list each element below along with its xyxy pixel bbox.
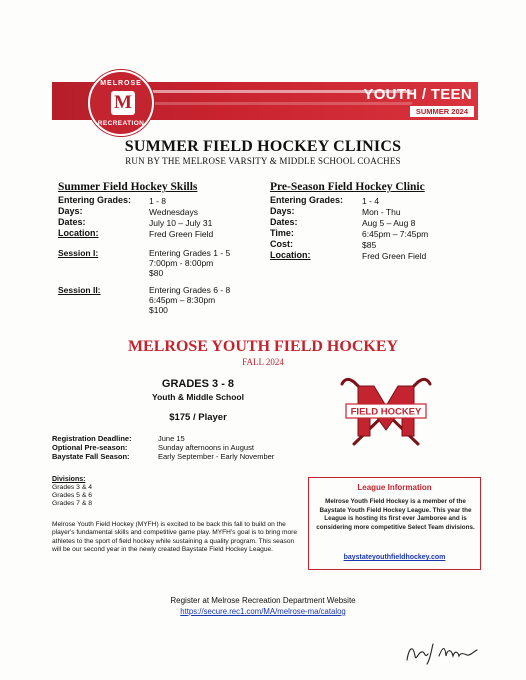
preseason-time-label: Time: (270, 228, 294, 238)
logo-bottom-text: RECREATION (97, 120, 145, 127)
skills-dates-value: July 10 – July 31 (149, 218, 213, 228)
clinics-subtitle: RUN BY THE MELROSE VARSITY & MIDDLE SCHOOL COACHES (125, 156, 401, 166)
audience-label: YOUTH / TEEN (363, 86, 472, 103)
divisions-heading: Divisions: (52, 476, 86, 483)
registration-link[interactable]: https://secure.rec1.com/MA/melrose-ma/catalog (180, 607, 346, 616)
melrose-recreation-logo (88, 70, 154, 136)
youth-fh-season: FALL 2024 (242, 357, 284, 367)
session1-label: Session I: (58, 248, 99, 258)
clinics-title: SUMMER FIELD HOCKEY CLINICS (124, 138, 402, 155)
field-hockey-logo (336, 374, 436, 452)
handwritten-signature (403, 638, 483, 666)
league-website-link[interactable]: baystateyouthfieldhockey.com (343, 554, 446, 561)
program-description: Melrose Youth Field Hockey (MYFH) is excited to be back this fall to build on the player's fundamental skills and competitive game play. MYFH's goal is to bring more athletes to the sport of field hockey while sustaining a quality program. This season will be our second year in the newly created Baystate Field Hockey League. (52, 521, 298, 553)
preseason-days-label: Days: (270, 206, 295, 216)
session2-label: Session II: (58, 285, 101, 295)
preseason-entering-label: Entering Grades: (270, 195, 344, 205)
league-info-body: Melrose Youth Field Hockey is a member of the Baystate Youth Field Hockey League. This year the League is hosting its first ever Jamboree and is considering more competitive Select Team divisions. (316, 498, 475, 531)
preseason-location-value: Fred Green Field (362, 251, 427, 261)
skills-heading: Summer Field Hockey Skills (58, 181, 198, 193)
skills-entering-label: Entering Grades: (58, 195, 132, 205)
deadline-label: Registration Deadline: (52, 434, 132, 443)
youth-grades: GRADES 3 - 8 (161, 378, 235, 390)
optional-preseason-label: Optional Pre-season: (52, 443, 128, 452)
session2-grades: Entering Grades 6 - 8 (149, 285, 231, 295)
session2-cost: $100 (149, 305, 168, 315)
skills-dates-label: Dates: (58, 217, 86, 227)
session1-cost: $80 (149, 268, 164, 278)
logo-top-text: MELROSE (100, 80, 142, 87)
season-tag: SUMMER 2024 (410, 106, 474, 117)
preseason-dates-label: Dates: (270, 217, 298, 227)
baystate-season-value: Early September - Early November (158, 452, 275, 461)
preseason-cost-value: $85 (362, 240, 377, 250)
field-hockey-logo-text: FIELD HOCKEY (350, 406, 422, 418)
skills-days-label: Days: (58, 206, 83, 216)
preseason-dates-value: Aug 5 – Aug 8 (362, 218, 416, 228)
division-item: Grades 7 & 8 (52, 500, 93, 507)
league-info-title: League Information (357, 483, 432, 492)
baystate-season-label: Baystate Fall Season: (52, 452, 130, 461)
preseason-entering-value: 1 - 4 (362, 196, 380, 206)
division-item: Grades 3 & 4 (52, 484, 93, 491)
preseason-cost-label: Cost: (270, 239, 293, 249)
preseason-heading: Pre-Season Field Hockey Clinic (270, 181, 425, 193)
register-text: Register at Melrose Recreation Department Website (170, 596, 356, 605)
skills-days-value: Wednesdays (149, 207, 198, 217)
youth-price: $175 / Player (169, 412, 227, 423)
youth-level: Youth & Middle School (152, 392, 244, 402)
session2-time: 6:45pm – 8:30pm (149, 295, 216, 305)
optional-preseason-value: Sunday afternoons in August (158, 443, 254, 452)
youth-fh-title: MELROSE YOUTH FIELD HOCKEY (127, 338, 399, 355)
skills-location-label: Location: (58, 228, 99, 238)
division-item: Grades 5 & 6 (52, 492, 93, 499)
preseason-days-value: Mon - Thu (362, 207, 401, 217)
deadline-value: June 15 (158, 434, 185, 443)
session1-grades: Entering Grades 1 - 5 (149, 248, 231, 258)
preseason-time-value: 6:45pm – 7:45pm (362, 229, 429, 239)
skills-location-value: Fred Green Field (149, 229, 214, 239)
skills-entering-value: 1 - 8 (149, 196, 167, 206)
logo-m-letter: M (111, 91, 135, 115)
league-info-box (308, 477, 481, 570)
preseason-location-label: Location: (270, 250, 311, 260)
banner-right (358, 82, 478, 120)
session1-time: 7:00pm - 8:00pm (149, 258, 214, 268)
